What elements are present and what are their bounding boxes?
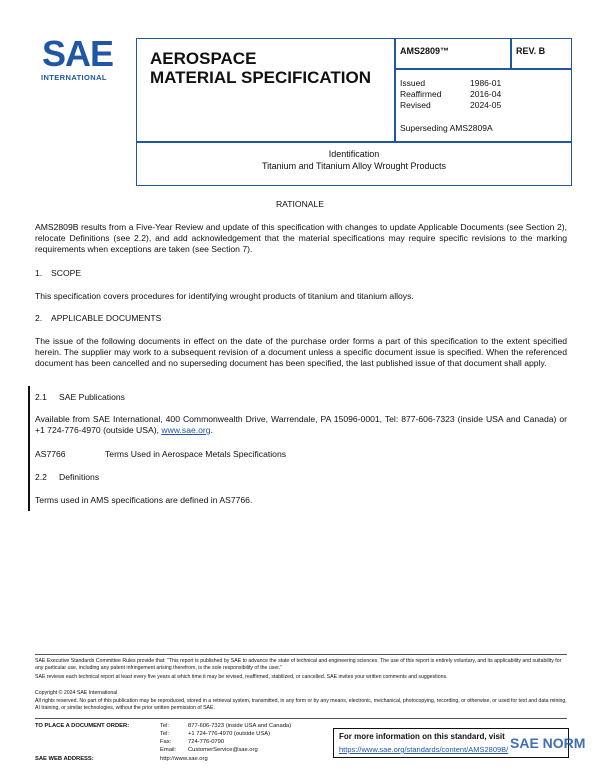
definitions-text: Terms used in AMS specifications are defined in AS7766.	[35, 495, 253, 505]
footer-copyright: Copyright © 2024 SAE International	[35, 690, 118, 696]
subject-line-1: Identification	[328, 149, 380, 159]
footer-divider	[35, 718, 567, 719]
issued-value: 1986-01	[470, 78, 502, 88]
superseding-note: Superseding AMS2809A	[400, 123, 493, 133]
sentence-end: .	[210, 425, 213, 435]
reference-title: Terms Used in Aerospace Metals Specifications	[105, 449, 287, 459]
standard-url-link[interactable]: https://www.sae.org/standards/content/AMS2809B/	[339, 745, 509, 754]
tel-value: 877-606-7323 (inside USA and Canada)	[188, 723, 292, 729]
tel2-value: +1 724-776-4970 (outside USA)	[188, 731, 271, 737]
rationale-text: AMS2809B results from a Five-Year Review and update of this specification with changes to update Applicable Documents (see Section 2), relocate Definitions (see 2.2), and add acknowledgement that the material specifications may require specific revisions to the marking requirements when exceptions are taken (see Section 7).	[35, 222, 567, 254]
email-label: Email:	[160, 747, 177, 753]
section-number: 2.2	[35, 472, 47, 482]
fax-value: 724-776-0790	[188, 739, 225, 745]
info-title: For more information on this standard, visit	[339, 732, 505, 741]
fax-label: Fax:	[160, 739, 172, 745]
tel2-label: Tel:	[160, 731, 170, 737]
footer-divider	[35, 654, 567, 655]
section-2-heading	[35, 313, 161, 323]
tel-label: Tel:	[160, 723, 170, 729]
watermark: SAE NORM	[510, 735, 586, 751]
reaffirmed-label: Reaffirmed	[400, 89, 442, 99]
sae-logo: SAE	[42, 33, 114, 74]
web-label: SAE WEB ADDRESS:	[35, 756, 94, 762]
sae-website-link[interactable]: www.sae.org	[161, 425, 211, 435]
header-divider	[136, 141, 572, 143]
section-title: SAE Publications	[59, 392, 125, 402]
footer-rules: SAE Executive Standards Committee Rules provide that: “This report is published by SAE to advance the state of technical and engineering sciences. The use of this report is entirely voluntary, and its applicability and suitability for any particular use, including any patent infringement arising therefrom, is the sole responsibility of the user.”	[35, 658, 562, 671]
section-number: 2.1	[35, 392, 47, 402]
document-number: AMS2809™	[400, 46, 450, 56]
header-divider	[510, 38, 512, 68]
sae-publications-text	[35, 414, 567, 436]
section-title: Definitions	[59, 472, 100, 482]
section-number: 2.	[35, 313, 43, 323]
email-value[interactable]: CustomerService@sae.org	[188, 747, 258, 753]
sae-publications-body: Available from SAE International, 400 Commonwealth Drive, Warrendale, PA 15096-0001, Tel: 877-606-7323 (inside USA and Canada) or +1 724-776-4970 (outside USA),	[35, 414, 567, 435]
subject-line-2: Titanium and Titanium Alloy Wrought Products	[261, 161, 447, 171]
revision-label: REV. B	[516, 46, 546, 56]
reference-code: AS7766	[35, 449, 66, 459]
section-1-heading	[35, 268, 81, 278]
footer-rights: All rights reserved. No part of this publication may be reproduced, stored in a retrieval system, transmitted, in any form or by any means, electronic, mechanical, photocopying, recording, or otherwise, or used for text and data mining, AI training, or similar technologies, without the prior written permission of SAE.	[35, 698, 567, 711]
section-2-1-heading	[35, 392, 125, 402]
rationale-heading: RATIONALE	[275, 199, 325, 209]
page-title	[150, 49, 371, 87]
web-value[interactable]: http://www.sae.org	[160, 756, 208, 762]
change-bar	[28, 386, 30, 511]
reaffirmed-value: 2016-04	[470, 89, 502, 99]
order-label: TO PLACE A DOCUMENT ORDER:	[35, 723, 130, 729]
sae-logo-subtitle: INTERNATIONAL	[41, 73, 107, 82]
applicable-text: The issue of the following documents in effect on the date of the purchase order forms a part of this specification to the extent specified herein. The supplier may work to a subsequent revision of a document unless a specific document issue is specified. When the referenced document has been cancelled and no superseding document has been specified, the last published issue of that document shall apply.	[35, 336, 567, 368]
section-number: 1.	[35, 268, 43, 278]
section-2-2-heading	[35, 472, 99, 482]
title-line-2: MATERIAL SPECIFICATION	[150, 68, 371, 87]
header-divider	[394, 38, 396, 142]
reference-entry	[35, 449, 286, 459]
revised-value: 2024-05	[470, 100, 502, 110]
footer-review: SAE reviews each technical report at least every five years at which time it may be revised, reaffirmed, stabilized, or cancelled. SAE invites your written comments and suggestions.	[35, 674, 448, 680]
title-line-1: AEROSPACE	[150, 49, 257, 68]
issued-label: Issued	[400, 78, 426, 88]
scope-text: This specification covers procedures for identifying wrought products of titanium and titanium alloys.	[35, 291, 414, 301]
revised-label: Revised	[400, 100, 431, 110]
section-title: APPLICABLE DOCUMENTS	[51, 313, 162, 323]
section-title: SCOPE	[51, 268, 82, 278]
header-divider	[394, 68, 572, 70]
document-subject	[138, 148, 570, 172]
